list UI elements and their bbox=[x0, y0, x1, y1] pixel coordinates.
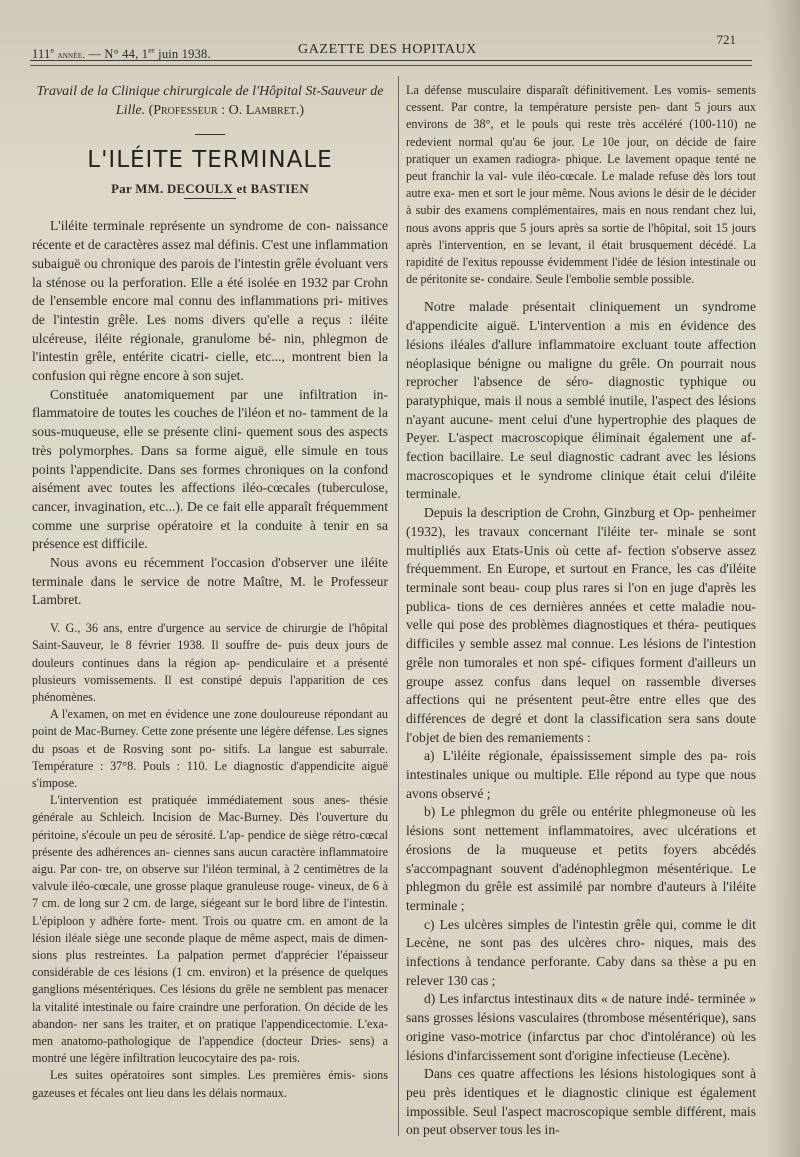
professor-credit: (Professeur : O. Lambret.) bbox=[148, 103, 305, 118]
issue-date: juin 1938. bbox=[158, 47, 211, 62]
paragraph: Depuis la description de Crohn, Ginzburg et Op- penheimer (1932), les travaux concernant l'iléite ter- minale se sont multipliés aux Etats-Unis où cette af- fection s'observe assez fréquemment. En Europe, et surtout en France, les cas d'iléite terminale sont beau- coup plus rares si l'on en juge d'après les publica- tions de ces dernières années et cette maladie nou- velle qui pose des problèmes diagnostiques et théra- peutiques difficiles y semble assez mal connue. Les lésions de l'intestion grêle non tumorales et non spé- cifiques forment d'ailleurs un groupe assez confus dans lequel on rassemble diverses affections qui ne présentent peut-être entre elles que des différences de degré et dont la classification sera sans doute l'objet de bien des remaniements : bbox=[406, 505, 756, 745]
right-column bbox=[406, 82, 756, 1140]
page-edge-shadow bbox=[766, 0, 800, 1157]
article-title: L'ILÉITE TERMINALE bbox=[87, 147, 333, 173]
affiliation bbox=[32, 82, 388, 120]
title-rule-bottom bbox=[184, 198, 236, 199]
paragraph: Constituée anatomiquement par une infiltration in- flammatoire de toutes les couches de l'iléon et no- tamment de la sous-muqueuse, elle se présente clini- quement sous des aspects très polymorphes. Dans sa forme aiguë, elle simule en tous points l'appendicite. Dans ses formes chroniques on la confond aisément avec toutes les affections iléo-cœcales (tuberculose, cancer, invagination, etc...). De ce fait elle apparaît fréquemment comme une surprise opératoire et la conduite à tenir en sa présence est difficile. bbox=[32, 386, 388, 552]
issue-suffix: er bbox=[148, 46, 155, 55]
edition-suffix: e bbox=[50, 46, 55, 55]
list-item: b) Le phlegmon du grêle ou entérite phlegmoneuse où les lésions sont nettement inflammatoires, avec ulcérations et érosions de la muqueuse et petits foyers abcédés s'accompagnant souvent d'adénophlegmon mésentérique. Le phlegmon du grêle est assimilé par nombre d'auteurs à l'iléite terminale ; bbox=[406, 804, 756, 913]
edition-word: année. bbox=[57, 50, 86, 62]
case-report-paragraph: L'intervention est pratiquée immédiatement sous anes- thésie générale au Schleich. Incision de Mac-Burney. Dès l'ouverture du péritoine, s'écoule un peu de sérosité. L'ap- pendice de siège rétro-cœcal présente des adhérences an- ciennes sans aucun caractère inflammatoire aigu. Par con- tre, on observe sur l'iléon terminal, à 2 centimètres de la valvule iléo-cœcale, une grosse plaque granuleuse rouge- vineux, de 6 à 7 cm. de long sur 2 cm. de large, siégeant sur le bord libre de l'intestin. L'épiploon y adhère forte- ment. Trois ou quatre cm. en amont de la lésion iléale siège une seconde plaque de même aspect, mais de dimen- sions plus restreintes. La palpation permet d'apprécier l'épaisseur considérable de ces lésions (1 cm. environ) et la présence de quelques ganglions mésentériques. Ces lésions du grêle ne semblent pas menacer la vitalité intestinale ou faire craindre une perforation. On décide de les abandon- ner sans les traiter, et on pratique l'appendicectomie. L'exa- men anatomo-pathologique de l'appendice (docteur Dries- sens) a montré une légère infiltration leucocytaire des pa- rois. bbox=[32, 793, 388, 1066]
issue-number: — N° 44, 1 bbox=[88, 47, 149, 62]
left-column bbox=[32, 82, 388, 1102]
article-authors: Par MM. DECOULX et BASTIEN bbox=[111, 181, 309, 196]
case-report-paragraph: La défense musculaire disparaît définitivement. Les vomis- sements cessent. Par contre, la température persiste pen- dant 5 jours aux environs de 38°, et le pouls qui reste très accéléré (100-110) ne redevient normal qu'au 6e jour. Le 10e jour, on décide de faire pratiquer un examen radiogra- phique. Le lavement opaque tenté ne peut franchir la val- vule iléo-cœcale. Le malade refuse dès lors tout autre exa- men et sort le jour même. Nous avions le désir de le décider à subir des examens complémentaires, mais en nous rendant chez lui, nous avons appris que 5 jours après sa sortie de l'hôpital, soit 15 jours après l'intervention, en se levant, il était brusquement décédé. La rapidité de l'exitus repousse évidemment l'idée de lésion intestinale ou de péritonite se- condaire. Seule l'embolie semble possible. bbox=[406, 83, 756, 287]
list-item: d) Les infarctus intestinaux dits « de nature indé- terminée » sans grosses lésions vasculaires (thrombose mésentérique), sans origine vaso-motrice (infarctus par choc d'intolérance) où les lésions d'infarcissement sont d'origine infectieuse (Lecène). bbox=[406, 991, 756, 1063]
case-report-paragraph: Les suites opératoires sont simples. Les premières émis- sions gazeuses et fécales ont lieu dans les délais normaux. bbox=[32, 1068, 388, 1100]
column-divider bbox=[398, 76, 399, 1136]
header-rule-secondary bbox=[30, 65, 752, 66]
case-report-paragraph: V. G., 36 ans, entre d'urgence au service de chirurgie de l'hôpital Saint-Sauveur, le 8 février 1938. Il souffre de- puis deux jours de douleurs continues dans la région ap- pendiculaire et a présenté plusieurs vomissements. Il est constipé depuis l'apparition de ces phénomènes. bbox=[32, 621, 388, 704]
paragraph: L'iléite terminale représente un syndrome de con- naissance récente et de caractères assez mal définis. C'est une inflammation subaiguë ou chronique des parois de l'intestin grêle évoluant vers la sténose ou la perforation. Elle a été isolée en 1932 par Crohn de l'ensemble encore mal connu des inflammations pri- mitives de l'intestin grêle. Les noms divers qu'elle a reçus : iléite ulcéreuse, iléite régionale, granulome bé- nin, phlegmon de l'intestin grêle, entérite cicatri- cielle, etc..., montrent bien la confusion qui règne encore à son sujet. bbox=[32, 218, 388, 384]
paragraph: Dans ces quatre affections les lésions histologiques sont à peu près identiques et le diagnostic clinique est également impossible. Seul l'aspect macroscopique semble différent, mais on peut observer tous les in- bbox=[406, 1066, 756, 1138]
header-rule bbox=[30, 60, 752, 61]
case-report-paragraph: A l'examen, on met en évidence une zone douloureuse répondant au point de Mac-Burney. Cette zone présente une légère défense. Les signes du psoas et de Rosving sont po- sitifs. La langue est saburrale. Température : 37°8. Pouls : 110. Le diagnostic d'appendicite aiguë s'impose. bbox=[32, 707, 388, 790]
list-item: a) L'iléite régionale, épaississement simple des pa- rois intestinales unique ou multiple. Elle répond au type que nous avons observé ; bbox=[406, 748, 756, 801]
journal-name: GAZETTE DES HOPITAUX bbox=[298, 42, 477, 57]
title-rule-top bbox=[195, 134, 225, 135]
edition-number: 111 bbox=[32, 47, 51, 62]
page-number: 721 bbox=[716, 32, 736, 47]
affiliation-text: Travail de la Clinique chirurgicale de l'Hôpital St-Sauveur de Lille. bbox=[36, 84, 384, 118]
list-item: c) Les ulcères simples de l'intestin grêle qui, comme le dit Lecène, ne sont pas des ulcères chro- niques, mais des infections à tendance perforante. Caby dans sa thèse a pu en relever 130 cas ; bbox=[406, 916, 756, 988]
paragraph: Nous avons eu récemment l'occasion d'observer une iléite terminale dans le service de notre Maître, M. le Professeur Lambret. bbox=[32, 555, 388, 608]
paragraph: Notre malade présentait cliniquement un syndrome d'appendicite aiguë. L'intervention a mis en évidence des lésions iléales d'allure inflammatoire excluant toute affection néoplasique bénigne ou maligne du grêle. On pourrait nous reprocher l'absence de séro- diagnostic typhique ou paratyphique, mais il nous a semblé inutile, l'aspect des lésions n'ayant aucune- ment celui d'une hypertrophie des plaques de Peyer. L'aspect macroscopique éliminait également une af- fection bacillaire. Le seul diagnostic cadrant avec les lésions macroscopiques et le syndrome clinique était celui d'iléite terminale. bbox=[406, 299, 756, 502]
